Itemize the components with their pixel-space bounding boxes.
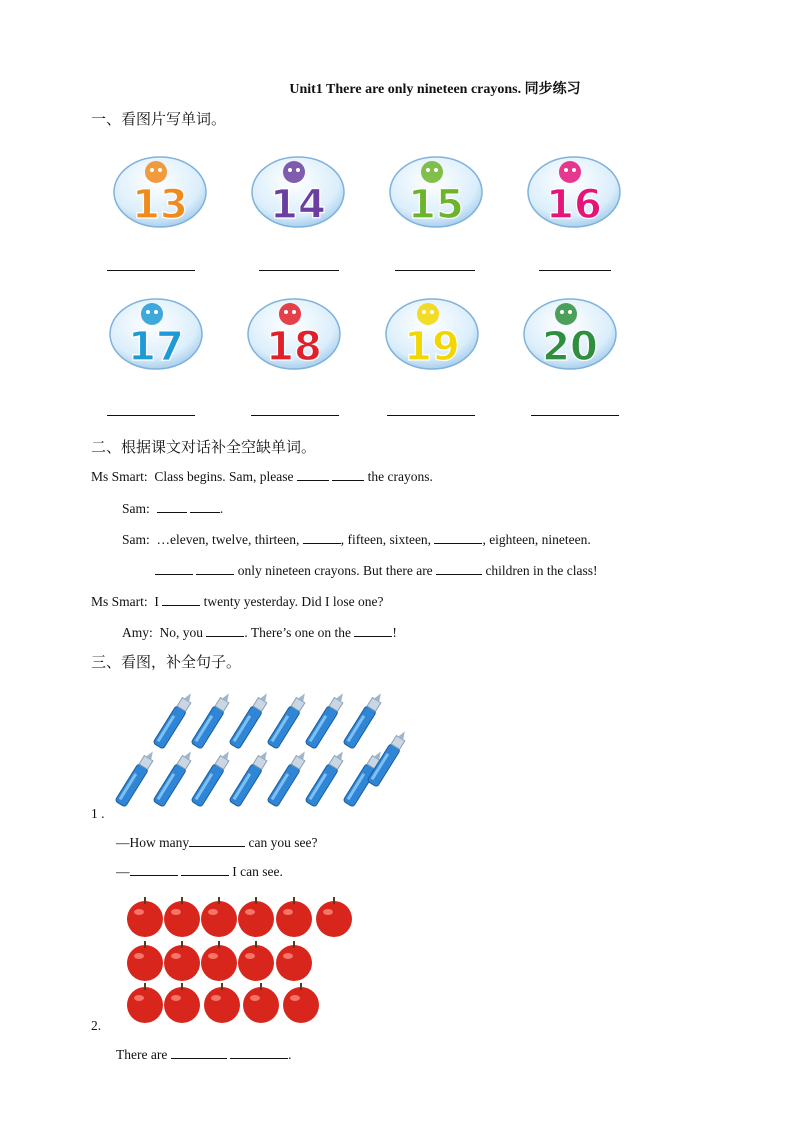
- speaker: Amy:: [122, 625, 153, 640]
- apples-illustration: [118, 893, 368, 1031]
- apple: [238, 941, 274, 981]
- badge-number: 20: [542, 324, 598, 370]
- dialogue-line-1: Ms Smart: Class begins. Sam, please the crayons.: [91, 469, 433, 484]
- apple: [283, 983, 319, 1023]
- blank[interactable]: [155, 562, 193, 575]
- page-title: Unit1 There are only nineteen crayons. 同步练习: [289, 82, 581, 97]
- blank[interactable]: [157, 500, 187, 513]
- question-1-line-2: — I can see.: [116, 864, 283, 879]
- apple: [164, 983, 200, 1023]
- apple: [127, 983, 163, 1023]
- blank[interactable]: [130, 863, 178, 876]
- apple: [243, 983, 279, 1023]
- number-badge-13: [112, 152, 208, 228]
- badge-number: 18: [266, 324, 322, 370]
- speaker: Sam:: [122, 501, 150, 516]
- answer-line-14[interactable]: [259, 270, 339, 271]
- marker-pen: [153, 748, 196, 807]
- blank[interactable]: [230, 1046, 288, 1059]
- blank[interactable]: [196, 562, 234, 575]
- apple: [127, 941, 163, 981]
- dialogue-line-4: only nineteen crayons. But there are children in the class!: [155, 562, 598, 579]
- section-3-heading: 三、看图，补全句子。: [91, 653, 242, 671]
- answer-line-17[interactable]: [107, 415, 195, 416]
- marker-pen: [191, 748, 234, 807]
- marker-pen: [267, 690, 310, 749]
- marker-pen: [229, 748, 272, 807]
- blank[interactable]: [332, 468, 364, 481]
- apple: [276, 897, 312, 937]
- blank[interactable]: [162, 593, 200, 606]
- marker-pen: [115, 748, 158, 807]
- apple: [276, 941, 312, 981]
- apple: [238, 897, 274, 937]
- number-badge-20: [522, 294, 618, 370]
- speaker: Sam:: [122, 532, 150, 547]
- number-badge-18: [246, 294, 342, 370]
- marker-pen: [305, 690, 348, 749]
- badge-number: 14: [270, 182, 326, 228]
- apple: [164, 897, 200, 937]
- badge-number: 15: [408, 182, 464, 228]
- number-badge-14: [250, 152, 346, 228]
- apple: [164, 941, 200, 981]
- badge-number: 13: [132, 182, 188, 228]
- section-1-heading: 一、看图片写单词。: [91, 110, 227, 128]
- dialogue-line-5: Ms Smart: I twenty yesterday. Did I lose one?: [91, 594, 384, 609]
- number-badge-15: [388, 152, 484, 228]
- markers-illustration: [112, 688, 412, 816]
- speaker: Ms Smart:: [91, 594, 148, 609]
- apple: [201, 941, 237, 981]
- apple: [201, 897, 237, 937]
- answer-line-18[interactable]: [251, 415, 339, 416]
- marker-pen: [153, 690, 196, 749]
- blank[interactable]: [303, 531, 341, 544]
- answer-line-20[interactable]: [531, 415, 619, 416]
- badge-number: 16: [546, 182, 602, 228]
- apple: [204, 983, 240, 1023]
- blank[interactable]: [297, 468, 329, 481]
- blank[interactable]: [354, 624, 392, 637]
- number-badge-17: [108, 294, 204, 370]
- answer-line-15[interactable]: [395, 270, 475, 271]
- blank[interactable]: [436, 562, 482, 575]
- apple: [316, 897, 352, 937]
- answer-line-13[interactable]: [107, 270, 195, 271]
- apple: [127, 897, 163, 937]
- badge-number: 19: [404, 324, 460, 370]
- question-2-line: There are .: [116, 1047, 292, 1062]
- blank[interactable]: [181, 863, 229, 876]
- marker-pen: [229, 690, 272, 749]
- marker-pen: [267, 748, 310, 807]
- speaker: Ms Smart:: [91, 469, 148, 484]
- blank[interactable]: [190, 500, 220, 513]
- dialogue-line-2: Sam: .: [122, 501, 224, 516]
- marker-pen: [343, 690, 386, 749]
- number-badge-16: [526, 152, 622, 228]
- badge-number: 17: [128, 324, 184, 370]
- question-2-number: 2.: [91, 1018, 102, 1033]
- blank[interactable]: [434, 531, 482, 544]
- number-badge-19: [384, 294, 480, 370]
- dialogue-line-3: Sam: …eleven, twelve, thirteen, , fifteen, sixteen, , eighteen, nineteen.: [122, 532, 591, 547]
- dialogue-line-6: Amy: No, you . There’s one on the !: [122, 625, 397, 640]
- question-1-number: 1 .: [91, 806, 105, 821]
- section-2-heading: 二、根据课文对话补全空缺单词。: [91, 438, 317, 456]
- answer-line-19[interactable]: [387, 415, 475, 416]
- marker-pen: [305, 748, 348, 807]
- answer-line-16[interactable]: [539, 270, 611, 271]
- question-1-line-1: —How many can you see?: [116, 835, 318, 850]
- blank[interactable]: [206, 624, 244, 637]
- blank[interactable]: [189, 834, 245, 847]
- marker-pen: [191, 690, 234, 749]
- blank[interactable]: [171, 1046, 227, 1059]
